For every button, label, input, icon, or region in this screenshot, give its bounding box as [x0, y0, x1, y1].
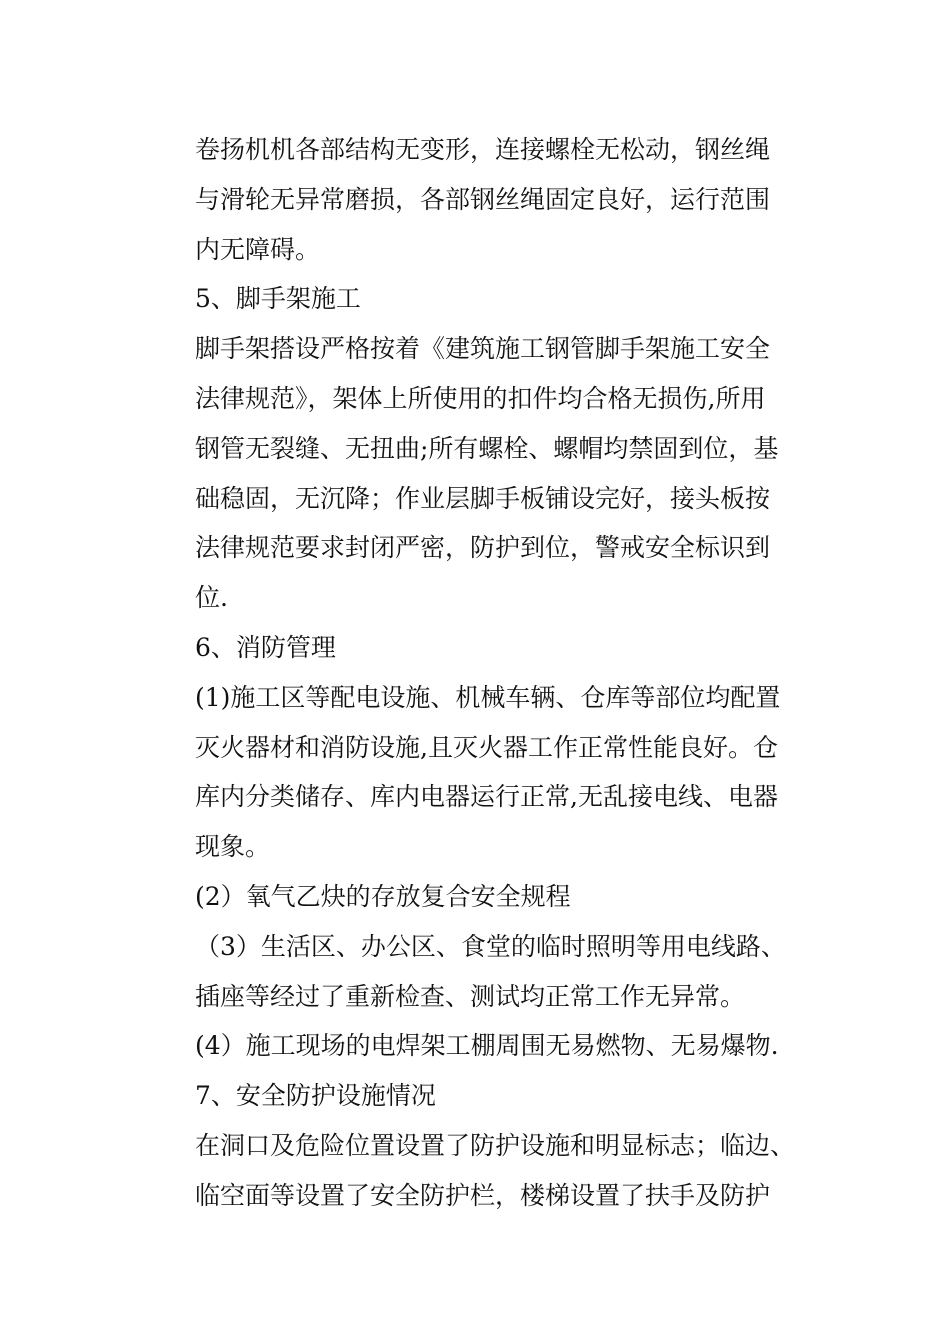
text-line: 钢管无裂缝、无扭曲;所有螺栓、螺帽均禁固到位，基 [195, 433, 779, 463]
text-line: 与滑轮无异常磨损，各部钢丝绳固定良好，运行范围 [195, 184, 771, 214]
text-line: 脚手架搭设严格按着《建筑施工钢管脚手架施工安全 [195, 334, 771, 364]
text-line: 法律规范要求封闭严密，防护到位，警戒安全标识到 [195, 533, 771, 563]
list-item: (2）氧气乙炔的存放复合安全规程 [195, 881, 571, 911]
text-line: 库内分类储存、库内电器运行正常,无乱接电线、电器 [195, 782, 778, 812]
text-line: 卷扬机机各部结构无变形，连接螺栓无松动，钢丝绳 [195, 135, 771, 164]
list-item: （3）生活区、办公区、食堂的临时照明等用电线路、 [195, 931, 786, 961]
text-line: 临空面等设置了安全防护栏，楼梯设置了扶手及防护 [195, 1180, 771, 1210]
section-heading: 7、安全防护设施情况 [195, 1081, 436, 1111]
text-line: (1)施工区等配电设施、机械车辆、仓库等部位均配置 [195, 682, 781, 712]
text-line: 位. [195, 583, 228, 613]
document-body [195, 125, 835, 1221]
text-line: 灭火器材和消防设施,且灭火器工作正常性能良好。仓 [195, 732, 778, 762]
text-line: 插座等经过了重新检查、测试均正常工作无异常。 [195, 981, 746, 1011]
text-line: 在洞口及危险位置设置了防护设施和明显标志；临边、 [195, 1130, 796, 1160]
list-item: (4）施工现场的电焊架工棚周围无易燃物、无易爆物. [195, 1031, 779, 1061]
text-line: 现象。 [195, 832, 271, 862]
text-line: 础稳固，无沉降；作业层脚手板铺设完好，接头板按 [195, 483, 771, 513]
text-line: 法律规范》，架体上所使用的扣件均合格无损伤,所用 [195, 383, 766, 413]
section-heading: 6、消防管理 [195, 632, 336, 662]
text-line: 内无障碍。 [195, 234, 321, 264]
section-heading: 5、脚手架施工 [195, 284, 361, 314]
